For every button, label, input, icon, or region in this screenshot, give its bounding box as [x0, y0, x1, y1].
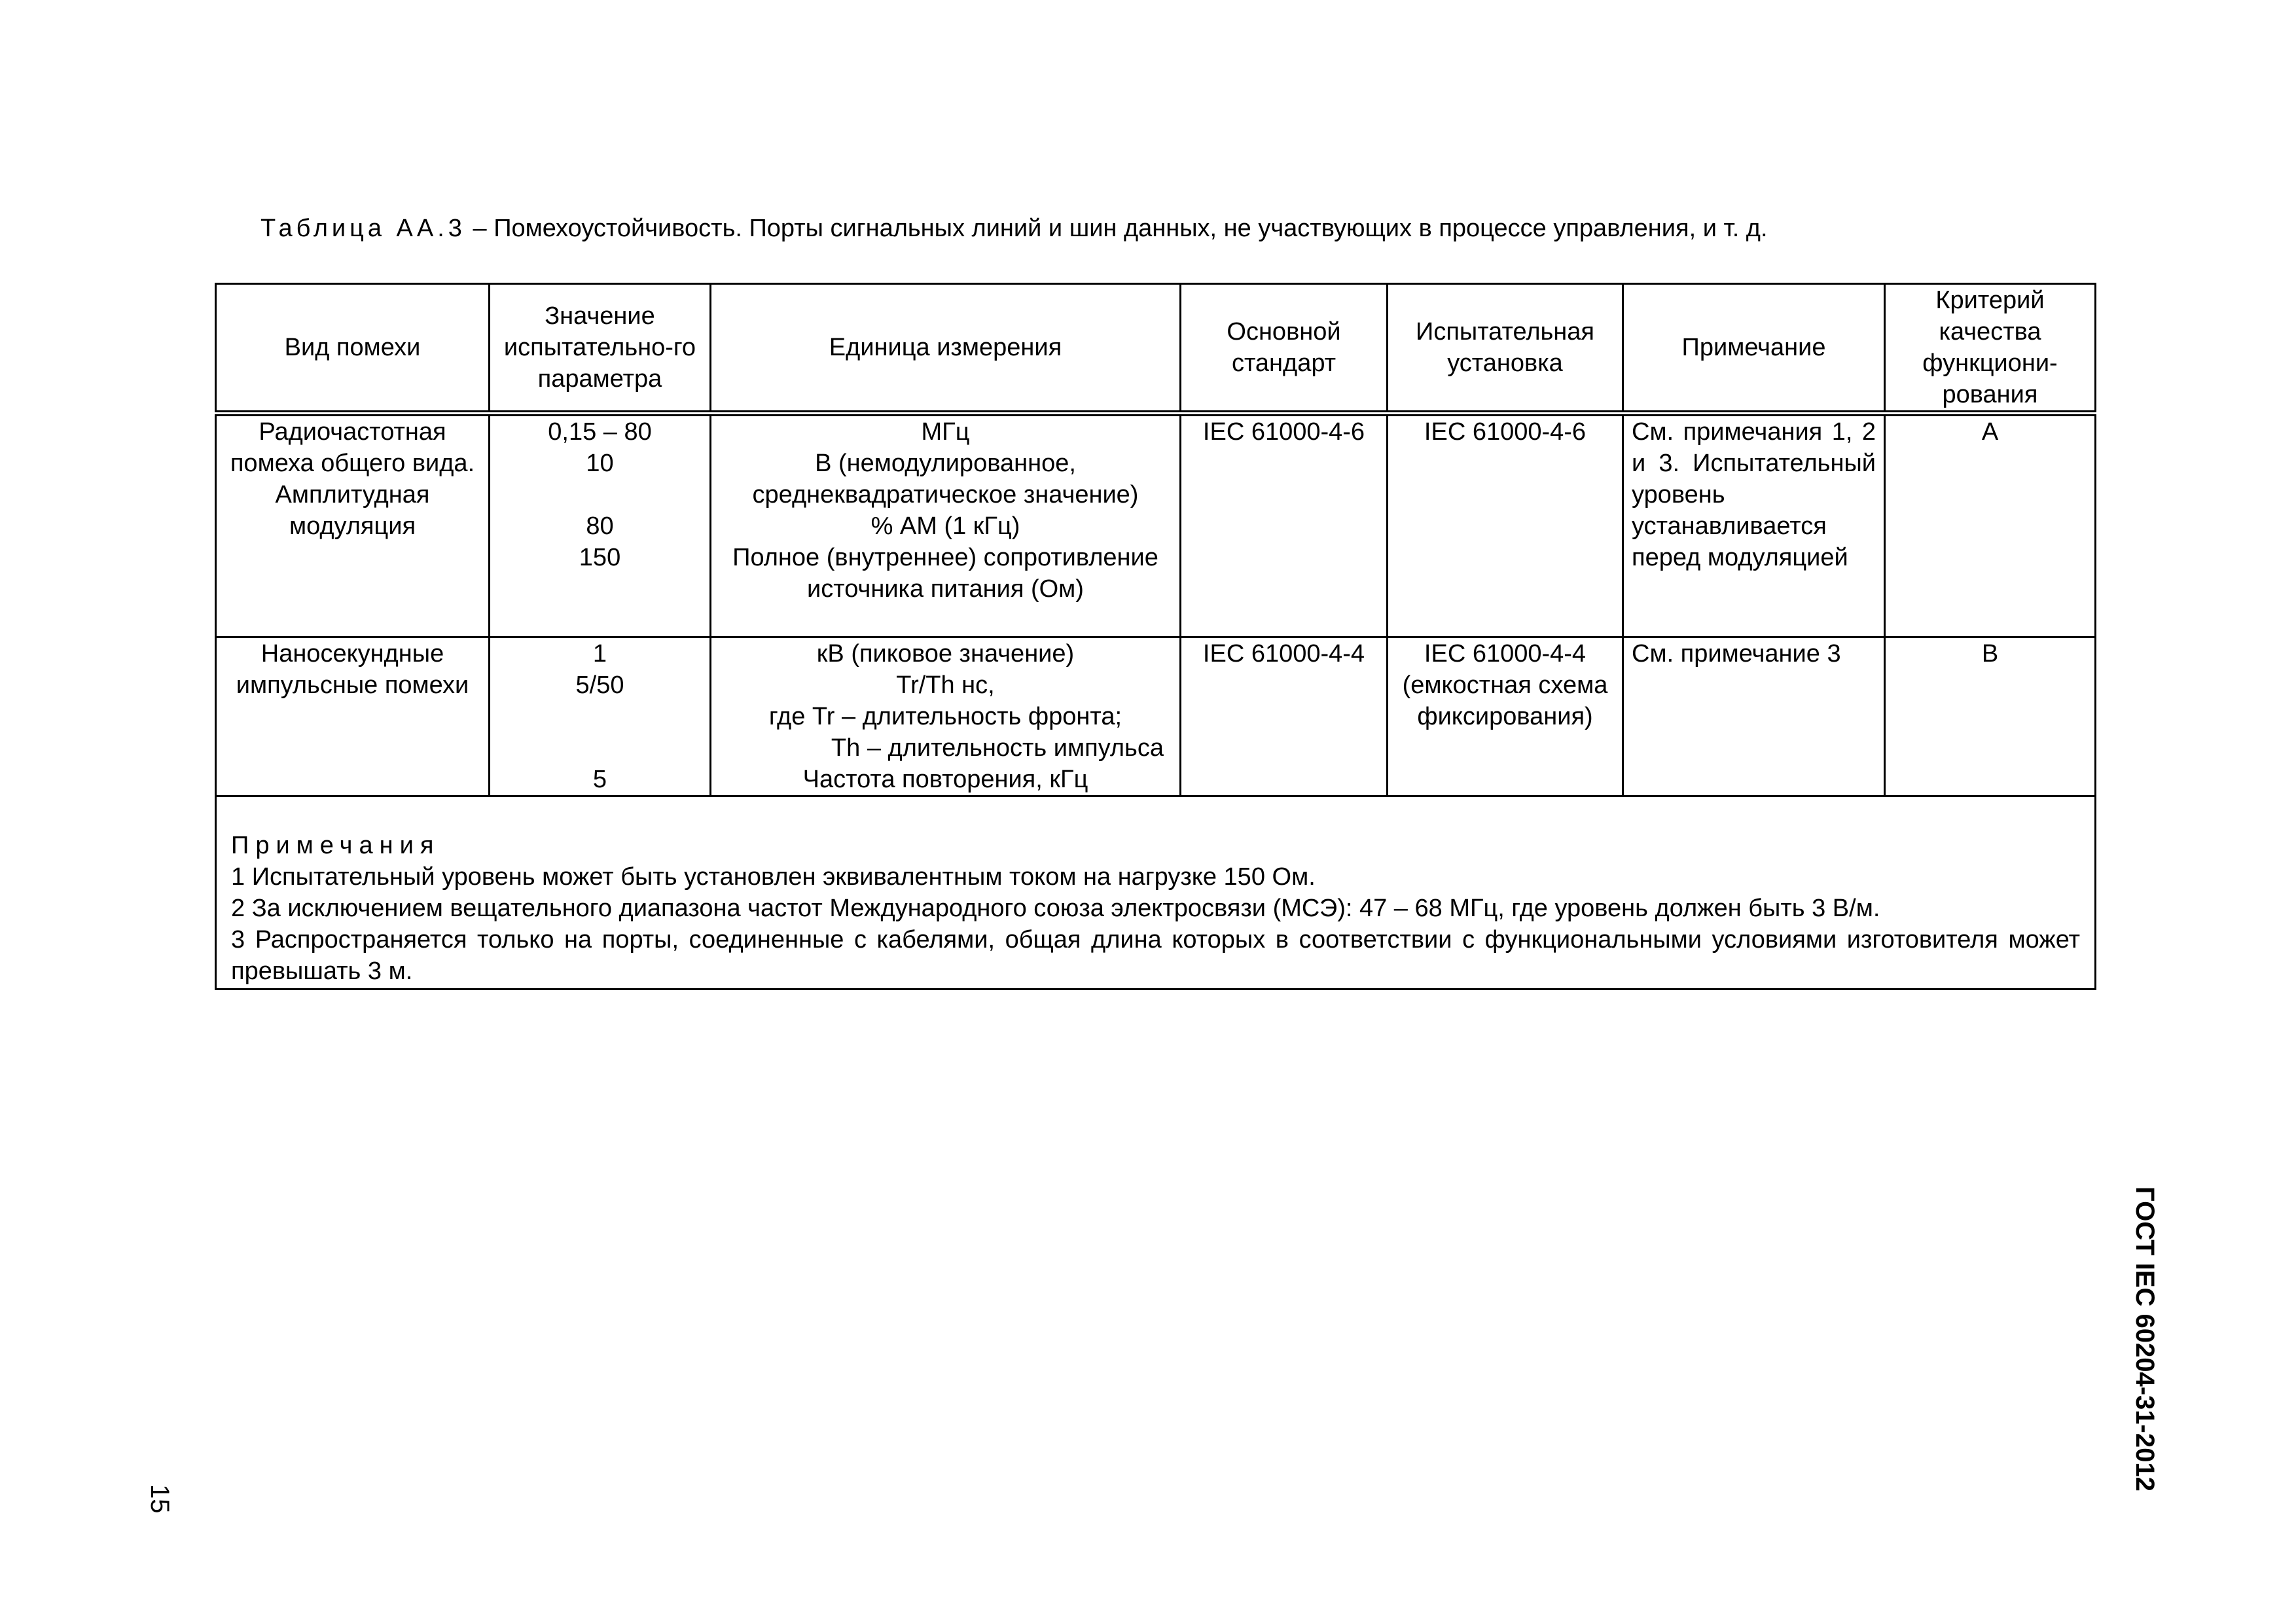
test-value: 0,15 – 80 — [548, 418, 652, 446]
disturbance-type-cell — [216, 414, 490, 637]
table-row — [216, 637, 2096, 796]
disturbance-type-line: Амплитудная модуляция — [275, 481, 430, 540]
test-value: 80 — [586, 512, 614, 540]
notes-cell — [216, 796, 2096, 990]
unit-line: кВ (пиковое значение) — [816, 640, 1075, 668]
test-value-cell — [490, 637, 711, 796]
remark-cell: См. примечание 3 — [1623, 637, 1885, 796]
disturbance-type-cell: Наносекундные импульсные помехи — [216, 637, 490, 796]
unit-line: Tr/Th нс, — [896, 671, 995, 699]
test-value: 1 — [592, 640, 607, 668]
test-value: 5/50 — [575, 671, 624, 699]
unit-line: Th – длительность импульса — [831, 734, 1164, 762]
test-value-cell — [490, 414, 711, 637]
test-value: 10 — [586, 450, 614, 477]
caption-prefix: Таблица АА.3 — [260, 215, 466, 242]
table-header-row — [216, 284, 2096, 414]
note-item: 3 Распространяется только на порты, соединенные с кабелями, общая длина которых в соответствии с функциональными условиями изготовителя может превышать 3 м. — [231, 926, 2080, 985]
criterion-cell: A — [1885, 414, 2096, 637]
criterion-cell: B — [1885, 637, 2096, 796]
header-test-value: Значение испытательно-го параметра — [490, 284, 711, 414]
note-item: 2 За исключением вещательного диапазона частот Международного союза электросвязи (МСЭ): 47 – 68 МГц, где уровень должен быть 3 В/м. — [231, 895, 1880, 922]
standard-id: ГОСТ IEC 60204-31-2012 — [2130, 1186, 2159, 1491]
remark-cell: См. примечания 1, 2 и 3. Испытательный уровень устанавливается перед модуляцией — [1623, 414, 1885, 637]
caption-title: Помехоустойчивость. Порты сигнальных линий и шин данных, не участвующих в процессе управления, и т. д. — [493, 215, 1768, 242]
header-performance-criterion: Критерий качества функциони-рования — [1885, 284, 2096, 414]
disturbance-type-line: Радиочастотная помеха общего вида. — [230, 418, 475, 477]
header-basic-standard: Основной стандарт — [1181, 284, 1388, 414]
caption-dash: – — [465, 215, 494, 242]
notes-row — [216, 796, 2096, 990]
table-row — [216, 414, 2096, 637]
test-value: 5 — [592, 766, 607, 793]
header-unit: Единица измерения — [711, 284, 1181, 414]
test-setup-cell: IEC 61000-4-4 (емкостная схема фиксирования) — [1388, 637, 1623, 796]
unit-line: Частота повторения, кГц — [802, 766, 1088, 793]
unit-line: Полное (внутреннее) сопротивление источника питания (Ом) — [732, 544, 1158, 603]
note-item: 1 Испытательный уровень может быть установлен эквивалентным током на нагрузке 150 Ом. — [231, 863, 1316, 891]
unit-line: В (немодулированное, среднеквадратическое значение) — [752, 450, 1139, 508]
immunity-table — [215, 283, 2096, 990]
test-value: 150 — [579, 544, 621, 571]
header-disturbance-type: Вид помехи — [216, 284, 490, 414]
header-remark: Примечание — [1623, 284, 1885, 414]
basic-standard-cell: IEC 61000-4-6 — [1181, 414, 1388, 637]
unit-line: где Tr – длительность фронта; — [768, 703, 1122, 730]
table-caption — [260, 216, 1768, 241]
unit-cell — [711, 637, 1181, 796]
basic-standard-cell: IEC 61000-4-4 — [1181, 637, 1388, 796]
unit-line: % АМ (1 кГц) — [870, 512, 1020, 540]
notes-title: Примечания — [231, 832, 440, 859]
header-test-setup: Испытательная установка — [1388, 284, 1623, 414]
test-setup-cell: IEC 61000-4-6 — [1388, 414, 1623, 637]
page-number: 15 — [145, 1484, 174, 1514]
unit-line: МГц — [921, 418, 970, 446]
unit-cell — [711, 414, 1181, 637]
